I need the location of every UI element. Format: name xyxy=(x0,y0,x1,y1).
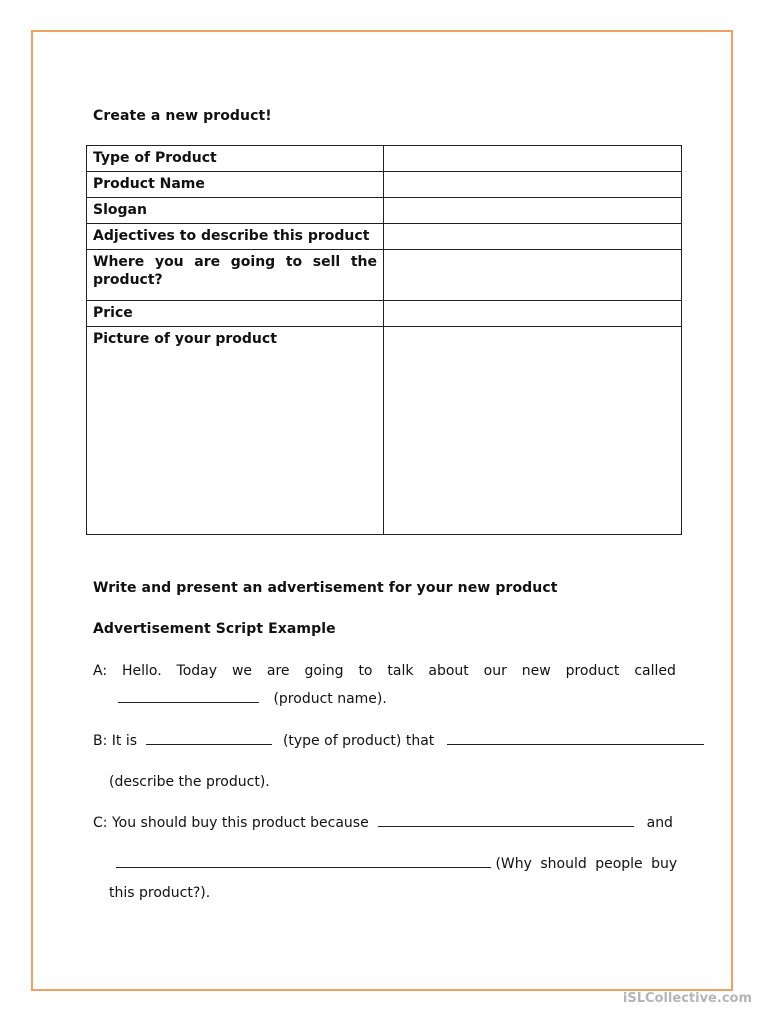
word: Today xyxy=(176,663,218,679)
script-line-b xyxy=(93,733,704,749)
word: are xyxy=(266,663,290,679)
product-name-hint: (product name). xyxy=(273,691,387,707)
row-label-price: Price xyxy=(87,301,384,327)
script-heading: Advertisement Script Example xyxy=(93,621,336,637)
script-line-c3: this product?). xyxy=(109,885,211,901)
b-prefix: B: It is xyxy=(93,733,138,749)
reason-blank-2[interactable] xyxy=(116,866,491,868)
script-line-c2 xyxy=(116,856,677,872)
b-type-hint: (type of product) that xyxy=(282,733,435,749)
c-why-hint: (Why should people buy xyxy=(495,856,678,872)
c-prefix: C: You should buy this product because xyxy=(93,815,369,831)
answer-cell-slogan[interactable] xyxy=(384,198,682,224)
table-row xyxy=(87,146,682,172)
script-line-a2 xyxy=(118,691,387,707)
word: called xyxy=(634,663,676,679)
c-and: and xyxy=(646,815,673,831)
reason-blank-1[interactable] xyxy=(378,825,634,827)
row-label-slogan: Slogan xyxy=(87,198,384,224)
table-row xyxy=(87,198,682,224)
word: about xyxy=(428,663,469,679)
word: going xyxy=(304,663,344,679)
word: talk xyxy=(387,663,414,679)
table-row xyxy=(87,224,682,250)
script-line-b2: (describe the product). xyxy=(109,774,270,790)
answer-cell-price[interactable] xyxy=(384,301,682,327)
watermark: iSLCollective.com xyxy=(622,991,752,1006)
word: product xyxy=(565,663,620,679)
script-line-a xyxy=(93,663,676,679)
row-label-type: Type of Product xyxy=(87,146,384,172)
table-row xyxy=(87,327,682,535)
description-blank[interactable] xyxy=(447,743,704,745)
task-heading: Write and present an advertisement for your new product xyxy=(93,580,558,596)
row-label-adjectives: Adjectives to describe this product xyxy=(87,224,384,250)
answer-cell-name[interactable] xyxy=(384,172,682,198)
row-label-where: Where you are going to sell the product? xyxy=(87,250,384,301)
word: Hello. xyxy=(121,663,162,679)
product-form-table xyxy=(86,145,682,535)
row-label-name: Product Name xyxy=(87,172,384,198)
table-row xyxy=(87,172,682,198)
answer-cell-picture[interactable] xyxy=(384,327,682,535)
row-label-picture: Picture of your product xyxy=(87,327,384,535)
word: our xyxy=(483,663,507,679)
product-type-blank[interactable] xyxy=(146,743,272,745)
page-title: Create a new product! xyxy=(93,108,272,124)
word: new xyxy=(521,663,551,679)
table-row xyxy=(87,250,682,301)
answer-cell-where[interactable] xyxy=(384,250,682,301)
table-row xyxy=(87,301,682,327)
product-name-blank[interactable] xyxy=(118,701,259,703)
answer-cell-adjectives[interactable] xyxy=(384,224,682,250)
word: we xyxy=(231,663,253,679)
word: A: xyxy=(93,663,108,679)
answer-cell-type[interactable] xyxy=(384,146,682,172)
script-line-c xyxy=(93,815,673,831)
word: to xyxy=(358,663,373,679)
